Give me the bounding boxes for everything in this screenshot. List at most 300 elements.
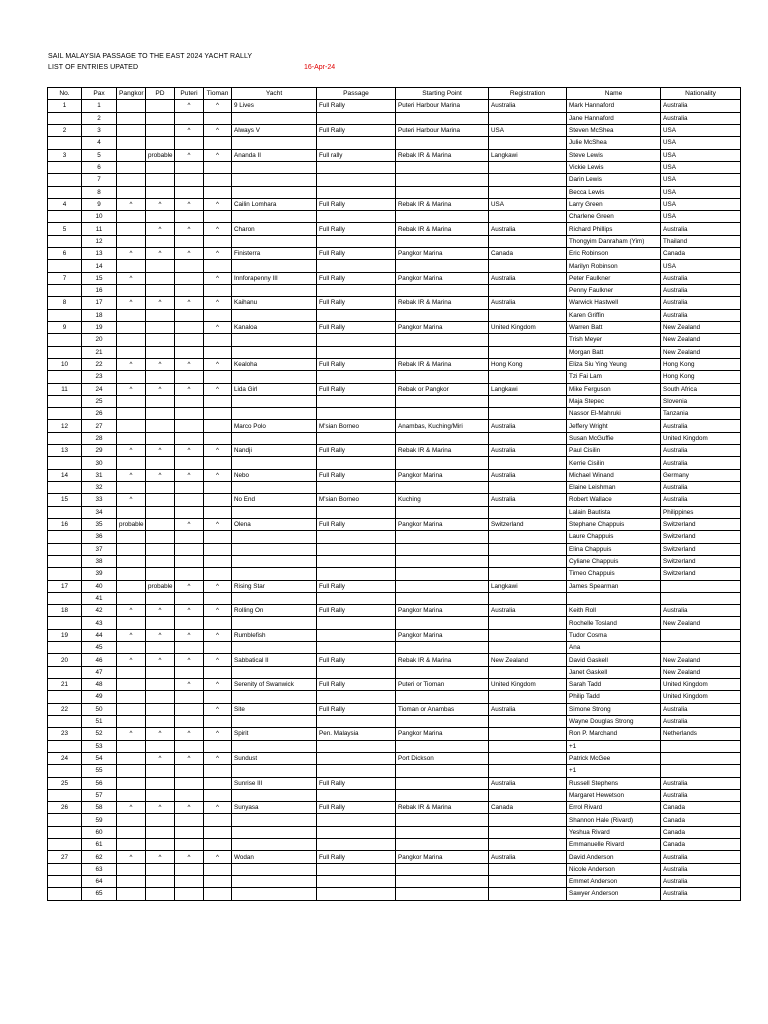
table-row xyxy=(48,321,741,333)
cell-pangkor xyxy=(117,211,146,223)
cell-puteri xyxy=(175,715,204,727)
cell-starting-point: Tioman or Anambas xyxy=(396,703,489,715)
cell-tioman: ^ xyxy=(204,100,232,112)
cell-passage xyxy=(317,568,396,580)
cell-nationality: USA xyxy=(661,186,741,198)
cell-no xyxy=(48,543,82,555)
cell-pax: 10 xyxy=(82,211,117,223)
table-row xyxy=(48,789,741,801)
cell-nationality: Australia xyxy=(661,876,741,888)
cell-starting-point: Rebak IR & Marina xyxy=(396,358,489,370)
cell-no xyxy=(48,235,82,247)
cell-name: Eliza Siu Ying Yeung xyxy=(567,358,661,370)
table-row xyxy=(48,555,741,567)
cell-pangkor xyxy=(117,617,146,629)
cell-nationality: New Zealand xyxy=(661,666,741,678)
cell-yacht xyxy=(232,543,317,555)
cell-nationality: Canada xyxy=(661,839,741,851)
cell-pax: 42 xyxy=(82,605,117,617)
cell-yacht xyxy=(232,765,317,777)
cell-registration xyxy=(489,617,567,629)
cell-pax: 25 xyxy=(82,395,117,407)
cell-starting-point: Rebak IR & Marina xyxy=(396,149,489,161)
cell-puteri xyxy=(175,321,204,333)
cell-registration xyxy=(489,211,567,223)
cell-starting-point xyxy=(396,888,489,900)
cell-nationality: Australia xyxy=(661,112,741,124)
cell-name: Laure Chappuis xyxy=(567,531,661,543)
cell-pax: 21 xyxy=(82,346,117,358)
cell-tioman: ^ xyxy=(204,703,232,715)
cell-registration xyxy=(489,260,567,272)
cell-no xyxy=(48,555,82,567)
cell-registration: Australia xyxy=(489,297,567,309)
cell-pd: ^ xyxy=(146,629,175,641)
cell-pangkor xyxy=(117,371,146,383)
table-row xyxy=(48,518,741,530)
cell-starting-point xyxy=(396,531,489,543)
cell-no: 1 xyxy=(48,100,82,112)
cell-nationality: New Zealand xyxy=(661,321,741,333)
cell-registration: Australia xyxy=(489,272,567,284)
cell-yacht: No End xyxy=(232,494,317,506)
table-row xyxy=(48,580,741,592)
cell-passage xyxy=(317,555,396,567)
cell-pangkor xyxy=(117,432,146,444)
cell-pd xyxy=(146,186,175,198)
cell-pd xyxy=(146,112,175,124)
cell-tioman xyxy=(204,506,232,518)
cell-pd xyxy=(146,309,175,321)
cell-pd xyxy=(146,888,175,900)
cell-starting-point xyxy=(396,285,489,297)
cell-passage xyxy=(317,531,396,543)
column-header-pangkor: Pangkor xyxy=(117,88,146,100)
cell-pangkor: ^ xyxy=(117,728,146,740)
cell-registration xyxy=(489,728,567,740)
cell-pangkor xyxy=(117,740,146,752)
cell-pangkor: ^ xyxy=(117,654,146,666)
cell-passage xyxy=(317,482,396,494)
cell-pd xyxy=(146,518,175,530)
cell-registration: Canada xyxy=(489,248,567,260)
cell-no xyxy=(48,211,82,223)
cell-nationality: United Kingdom xyxy=(661,679,741,691)
table-row xyxy=(48,715,741,727)
cell-yacht: Kanaloa xyxy=(232,321,317,333)
cell-starting-point xyxy=(396,715,489,727)
cell-pax: 38 xyxy=(82,555,117,567)
cell-puteri: ^ xyxy=(175,629,204,641)
cell-nationality: Canada xyxy=(661,248,741,260)
cell-nationality xyxy=(661,629,741,641)
cell-passage xyxy=(317,814,396,826)
cell-pangkor xyxy=(117,691,146,703)
cell-tioman xyxy=(204,186,232,198)
cell-registration xyxy=(489,482,567,494)
cell-yacht: Nebo xyxy=(232,469,317,481)
cell-no: 27 xyxy=(48,851,82,863)
cell-yacht xyxy=(232,137,317,149)
cell-passage: Full Rally xyxy=(317,198,396,210)
cell-pax: 49 xyxy=(82,691,117,703)
cell-tioman xyxy=(204,777,232,789)
cell-pd: ^ xyxy=(146,248,175,260)
cell-pax: 57 xyxy=(82,789,117,801)
cell-yacht xyxy=(232,457,317,469)
cell-nationality: Australia xyxy=(661,445,741,457)
cell-puteri xyxy=(175,839,204,851)
cell-no xyxy=(48,186,82,198)
cell-nationality: Australia xyxy=(661,272,741,284)
cell-registration xyxy=(489,285,567,297)
table-row xyxy=(48,482,741,494)
cell-pangkor xyxy=(117,334,146,346)
cell-pangkor xyxy=(117,703,146,715)
cell-pangkor xyxy=(117,395,146,407)
cell-yacht xyxy=(232,531,317,543)
cell-passage xyxy=(317,309,396,321)
cell-pax: 30 xyxy=(82,457,117,469)
table-row xyxy=(48,863,741,875)
cell-tioman: ^ xyxy=(204,629,232,641)
cell-passage xyxy=(317,752,396,764)
cell-puteri xyxy=(175,543,204,555)
cell-starting-point xyxy=(396,395,489,407)
cell-yacht xyxy=(232,235,317,247)
cell-pd xyxy=(146,814,175,826)
cell-pangkor: ^ xyxy=(117,198,146,210)
cell-puteri: ^ xyxy=(175,802,204,814)
cell-nationality: Australia xyxy=(661,309,741,321)
cell-yacht: Spirit xyxy=(232,728,317,740)
cell-pangkor xyxy=(117,679,146,691)
cell-puteri xyxy=(175,112,204,124)
table-row xyxy=(48,100,741,112)
cell-no: 19 xyxy=(48,629,82,641)
cell-pangkor xyxy=(117,260,146,272)
cell-pd xyxy=(146,691,175,703)
cell-puteri xyxy=(175,482,204,494)
cell-nationality: Netherlands xyxy=(661,728,741,740)
cell-nationality: Australia xyxy=(661,223,741,235)
cell-tioman xyxy=(204,457,232,469)
cell-name: Penny Faulkner xyxy=(567,285,661,297)
cell-no: 4 xyxy=(48,198,82,210)
cell-name: Stephane Chappuis xyxy=(567,518,661,530)
cell-nationality: Australia xyxy=(661,703,741,715)
cell-tioman: ^ xyxy=(204,728,232,740)
cell-pd: ^ xyxy=(146,297,175,309)
table-row xyxy=(48,802,741,814)
cell-tioman xyxy=(204,235,232,247)
cell-puteri xyxy=(175,457,204,469)
cell-passage xyxy=(317,789,396,801)
cell-starting-point: Anambas, Kuching/Miri xyxy=(396,420,489,432)
cell-starting-point: Rebak IR & Marina xyxy=(396,198,489,210)
cell-starting-point xyxy=(396,642,489,654)
cell-puteri: ^ xyxy=(175,100,204,112)
cell-pangkor xyxy=(117,223,146,235)
table-row xyxy=(48,174,741,186)
table-row xyxy=(48,248,741,260)
cell-no: 20 xyxy=(48,654,82,666)
cell-passage: Full Rally xyxy=(317,100,396,112)
cell-puteri: ^ xyxy=(175,728,204,740)
cell-passage: M'sian Borneo xyxy=(317,420,396,432)
cell-tioman xyxy=(204,346,232,358)
cell-pd xyxy=(146,482,175,494)
cell-tioman xyxy=(204,814,232,826)
cell-pd xyxy=(146,457,175,469)
cell-pd xyxy=(146,666,175,678)
cell-nationality: USA xyxy=(661,260,741,272)
cell-no xyxy=(48,395,82,407)
cell-pax: 17 xyxy=(82,297,117,309)
cell-yacht xyxy=(232,408,317,420)
cell-starting-point xyxy=(396,137,489,149)
cell-yacht xyxy=(232,740,317,752)
cell-pangkor xyxy=(117,839,146,851)
cell-nationality: Australia xyxy=(661,457,741,469)
cell-puteri xyxy=(175,137,204,149)
cell-registration xyxy=(489,395,567,407)
cell-nationality: USA xyxy=(661,161,741,173)
cell-passage xyxy=(317,260,396,272)
cell-pd xyxy=(146,408,175,420)
cell-tioman xyxy=(204,309,232,321)
cell-puteri: ^ xyxy=(175,445,204,457)
cell-pd xyxy=(146,161,175,173)
cell-pax: 58 xyxy=(82,802,117,814)
cell-pangkor xyxy=(117,531,146,543)
cell-registration xyxy=(489,814,567,826)
cell-pax: 53 xyxy=(82,740,117,752)
document-subtitle: LIST OF ENTRIES UPATED xyxy=(48,64,139,71)
cell-pax: 35 xyxy=(82,518,117,530)
cell-nationality: USA xyxy=(661,174,741,186)
cell-registration xyxy=(489,543,567,555)
table-row xyxy=(48,211,741,223)
cell-pax: 61 xyxy=(82,839,117,851)
cell-passage xyxy=(317,592,396,604)
cell-passage xyxy=(317,876,396,888)
cell-registration: United Kingdom xyxy=(489,679,567,691)
cell-registration xyxy=(489,691,567,703)
cell-no xyxy=(48,715,82,727)
cell-registration: Australia xyxy=(489,223,567,235)
cell-pax: 43 xyxy=(82,617,117,629)
cell-starting-point: Pangkor Marina xyxy=(396,248,489,260)
table-row xyxy=(48,260,741,272)
cell-nationality: Australia xyxy=(661,863,741,875)
cell-name: Yeshua Rivard xyxy=(567,826,661,838)
cell-puteri xyxy=(175,863,204,875)
cell-name: Tudor Cosma xyxy=(567,629,661,641)
cell-tioman xyxy=(204,876,232,888)
cell-starting-point: Rebak IR & Marina xyxy=(396,297,489,309)
table-row xyxy=(48,691,741,703)
cell-name: James Spearman xyxy=(567,580,661,592)
cell-yacht: Serenity of Swanwick xyxy=(232,679,317,691)
cell-no xyxy=(48,765,82,777)
column-header-yacht: Yacht xyxy=(232,88,317,100)
cell-name: Emmanuelle Rivard xyxy=(567,839,661,851)
cell-passage: Full Rally xyxy=(317,469,396,481)
cell-name: Philip Tadd xyxy=(567,691,661,703)
cell-pangkor xyxy=(117,137,146,149)
cell-pax: 51 xyxy=(82,715,117,727)
cell-pax: 5 xyxy=(82,149,117,161)
cell-pangkor xyxy=(117,752,146,764)
cell-nationality: Canada xyxy=(661,826,741,838)
cell-nationality: Switzerland xyxy=(661,518,741,530)
column-header-registration: Registration xyxy=(489,88,567,100)
cell-puteri xyxy=(175,592,204,604)
cell-pd xyxy=(146,703,175,715)
cell-nationality: Germany xyxy=(661,469,741,481)
cell-tioman xyxy=(204,715,232,727)
cell-pax: 37 xyxy=(82,543,117,555)
cell-pangkor xyxy=(117,777,146,789)
cell-tioman: ^ xyxy=(204,605,232,617)
document-title: SAIL MALAYSIA PASSAGE TO THE EAST 2024 YACHT RALLY xyxy=(48,53,253,60)
cell-yacht xyxy=(232,555,317,567)
cell-pax: 1 xyxy=(82,100,117,112)
cell-pax: 26 xyxy=(82,408,117,420)
cell-puteri: ^ xyxy=(175,469,204,481)
cell-passage: Full Rally xyxy=(317,272,396,284)
cell-name: Trish Meyer xyxy=(567,334,661,346)
cell-passage xyxy=(317,174,396,186)
cell-pax: 47 xyxy=(82,666,117,678)
cell-no xyxy=(48,482,82,494)
cell-tioman xyxy=(204,371,232,383)
cell-pd xyxy=(146,617,175,629)
cell-registration xyxy=(489,592,567,604)
cell-pd xyxy=(146,371,175,383)
cell-pax: 39 xyxy=(82,568,117,580)
cell-pax: 48 xyxy=(82,679,117,691)
cell-name: Nicole Anderson xyxy=(567,863,661,875)
cell-puteri xyxy=(175,814,204,826)
cell-pangkor xyxy=(117,124,146,136)
cell-no: 2 xyxy=(48,124,82,136)
cell-passage: Full rally xyxy=(317,149,396,161)
cell-name: Vickie Lewis xyxy=(567,161,661,173)
cell-no xyxy=(48,174,82,186)
cell-tioman xyxy=(204,765,232,777)
cell-yacht xyxy=(232,876,317,888)
cell-registration xyxy=(489,112,567,124)
cell-nationality: South Africa xyxy=(661,383,741,395)
cell-registration: Australia xyxy=(489,469,567,481)
cell-puteri xyxy=(175,235,204,247)
cell-pd: ^ xyxy=(146,469,175,481)
cell-pd: probable xyxy=(146,149,175,161)
cell-yacht: Rumblefish xyxy=(232,629,317,641)
cell-puteri xyxy=(175,211,204,223)
cell-pangkor: ^ xyxy=(117,358,146,370)
cell-nationality: Canada xyxy=(661,802,741,814)
cell-registration: United Kingdom xyxy=(489,321,567,333)
cell-starting-point xyxy=(396,482,489,494)
cell-puteri xyxy=(175,174,204,186)
cell-puteri xyxy=(175,826,204,838)
cell-registration xyxy=(489,371,567,383)
cell-name: Wayne Douglas Strong xyxy=(567,715,661,727)
cell-name: Warwick Hastwell xyxy=(567,297,661,309)
cell-nationality: USA xyxy=(661,211,741,223)
table-row xyxy=(48,703,741,715)
cell-no: 17 xyxy=(48,580,82,592)
cell-yacht: Marco Polo xyxy=(232,420,317,432)
cell-tioman: ^ xyxy=(204,223,232,235)
cell-no: 25 xyxy=(48,777,82,789)
cell-name: Kerrie Cisilin xyxy=(567,457,661,469)
cell-passage xyxy=(317,691,396,703)
table-row xyxy=(48,765,741,777)
cell-name: Susan McGuffie xyxy=(567,432,661,444)
cell-passage: Full Rally xyxy=(317,518,396,530)
cell-tioman xyxy=(204,691,232,703)
cell-yacht xyxy=(232,839,317,851)
cell-pd: probable xyxy=(146,580,175,592)
cell-tioman: ^ xyxy=(204,445,232,457)
cell-no xyxy=(48,161,82,173)
cell-tioman xyxy=(204,642,232,654)
cell-yacht xyxy=(232,186,317,198)
table-row xyxy=(48,272,741,284)
column-header-nationality: Nationality xyxy=(661,88,741,100)
cell-yacht: Cailin Lomhara xyxy=(232,198,317,210)
cell-no: 18 xyxy=(48,605,82,617)
cell-yacht: Nandji xyxy=(232,445,317,457)
cell-passage xyxy=(317,235,396,247)
cell-pangkor xyxy=(117,161,146,173)
cell-pd: ^ xyxy=(146,752,175,764)
cell-passage xyxy=(317,211,396,223)
cell-starting-point xyxy=(396,371,489,383)
cell-pd xyxy=(146,789,175,801)
cell-pd xyxy=(146,543,175,555)
cell-passage: Full Rally xyxy=(317,703,396,715)
cell-tioman xyxy=(204,531,232,543)
table-row xyxy=(48,679,741,691)
table-body xyxy=(48,100,741,900)
cell-tioman xyxy=(204,740,232,752)
cell-registration: Australia xyxy=(489,605,567,617)
cell-passage xyxy=(317,642,396,654)
cell-pax: 27 xyxy=(82,420,117,432)
cell-passage xyxy=(317,346,396,358)
table-row xyxy=(48,137,741,149)
cell-name: Karen Griffin xyxy=(567,309,661,321)
cell-name: Russell Stephens xyxy=(567,777,661,789)
cell-tioman: ^ xyxy=(204,851,232,863)
cell-pd xyxy=(146,765,175,777)
cell-nationality xyxy=(661,752,741,764)
column-header-name: Name xyxy=(567,88,661,100)
cell-passage xyxy=(317,371,396,383)
cell-tioman xyxy=(204,789,232,801)
cell-registration xyxy=(489,309,567,321)
cell-tioman: ^ xyxy=(204,580,232,592)
cell-nationality: Australia xyxy=(661,297,741,309)
cell-pax: 9 xyxy=(82,198,117,210)
cell-passage xyxy=(317,395,396,407)
cell-no: 13 xyxy=(48,445,82,457)
